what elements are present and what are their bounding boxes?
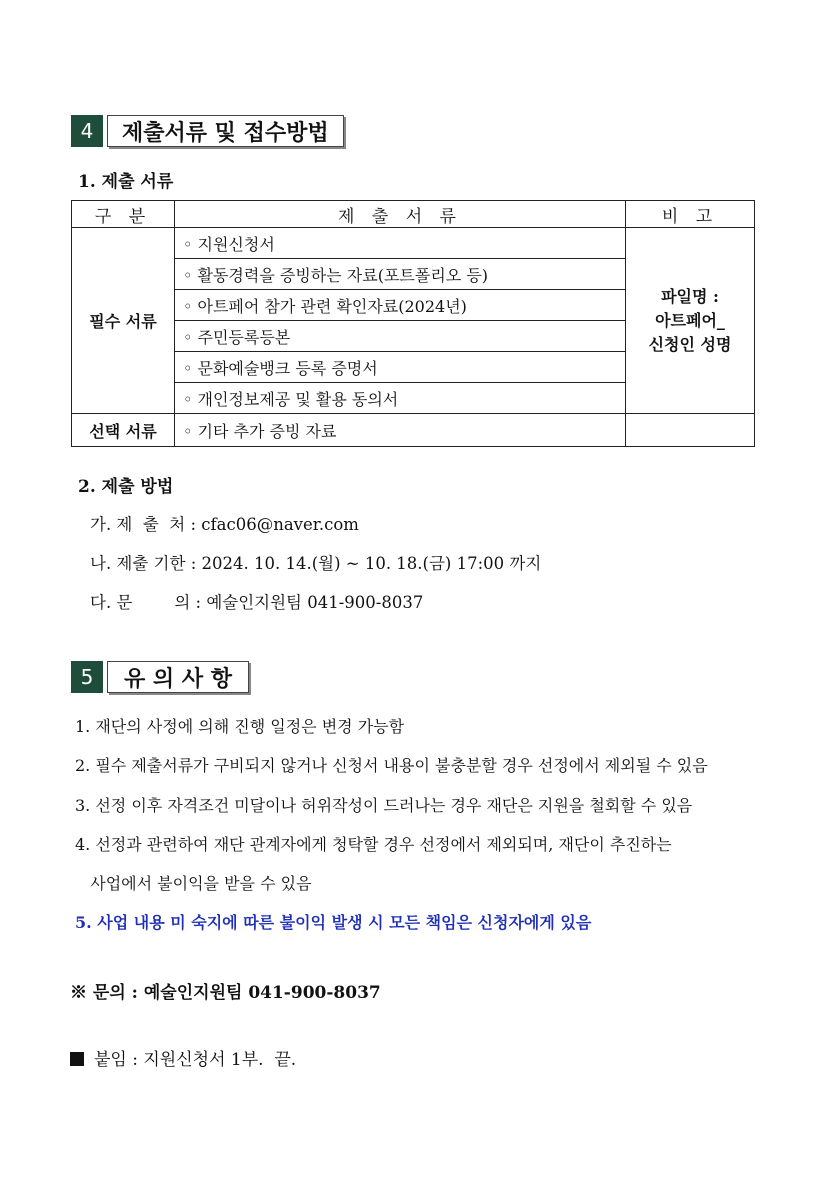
subsection-title-documents: 1. 제출 서류 <box>78 172 174 192</box>
method-label: 나. 제출 기한 <box>90 554 186 573</box>
section-title: 제출서류 및 접수방법 <box>107 115 344 147</box>
method-label: 다. 문 의 <box>90 593 191 612</box>
section-title: 유 의 사 항 <box>107 661 249 693</box>
document-item: ◦ 지원신청서 <box>175 228 626 259</box>
section-number: 4 <box>71 115 103 147</box>
notice-item-continued: 사업에서 불이익을 받을 수 있음 <box>75 874 312 893</box>
document-item: ◦ 문화예술뱅크 등록 증명서 <box>175 352 626 383</box>
method-row-contact <box>90 589 423 613</box>
note-line: 아트페어_ <box>655 310 725 330</box>
table-row <box>72 228 755 259</box>
black-square-icon <box>70 1052 84 1066</box>
document-item: ◦ 아트페어 참가 관련 확인자료(2024년) <box>175 290 626 321</box>
attachment-line <box>70 1045 296 1070</box>
note-line: 파일명 : <box>661 286 719 306</box>
notice-item: 3. 선정 이후 자격조건 미달이나 허위작성이 드러나는 경우 재단은 지원을 철회할 수 있음 <box>75 796 693 815</box>
empty-note-cell <box>626 414 755 447</box>
notice-item: 2. 필수 제출서류가 구비되지 않거나 신청서 내용이 불충분할 경우 선정에서 제외될 수 있음 <box>75 756 708 775</box>
document-item: ◦ 활동경력을 증빙하는 자료(포트폴리오 등) <box>175 259 626 290</box>
table-header-row <box>72 201 755 228</box>
notice-item: 4. 선정과 관련하여 재단 관계자에게 청탁할 경우 선정에서 제외되며, 재단이 추진하는 <box>75 835 672 854</box>
table-row <box>72 414 755 447</box>
subsection-title-method: 2. 제출 방법 <box>78 477 174 497</box>
method-row-deadline <box>90 550 541 574</box>
document-item: ◦ 개인정보제공 및 활용 동의서 <box>175 383 626 414</box>
filename-note <box>626 228 755 414</box>
inquiry-line: ※ 문의 : 예술인지원팀 041-900-8037 <box>70 983 381 1003</box>
documents-table <box>71 200 755 447</box>
required-docs-label: 필수 서류 <box>72 228 175 414</box>
note-line: 신청인 성명 <box>648 334 732 354</box>
document-item: ◦ 주민등록등본 <box>175 321 626 352</box>
section-5-header <box>71 661 249 693</box>
notice-item: 1. 재단의 사정에 의해 진행 일정은 변경 가능함 <box>75 717 405 736</box>
optional-docs-label: 선택 서류 <box>72 414 175 447</box>
section-number: 5 <box>71 661 103 693</box>
method-row-email <box>90 511 359 535</box>
column-header: 비 고 <box>626 201 755 228</box>
column-header: 구 분 <box>72 201 175 228</box>
method-value: : 예술인지원팀 041-900-8037 <box>195 593 424 612</box>
section-4-header <box>71 115 344 147</box>
method-value: : cfac06@naver.com <box>190 515 359 534</box>
method-value: : 2024. 10. 14.(월) ~ 10. 18.(금) 17:00 까지 <box>190 554 542 573</box>
method-label: 가. 제 출 처 <box>90 515 186 534</box>
notice-highlight: 5. 사업 내용 미 숙지에 따른 불이익 발생 시 모든 책임은 신청자에게 있음 <box>75 913 592 932</box>
attachment-text: 붙임 : 지원신청서 1부. 끝. <box>94 1050 297 1070</box>
column-header: 제 출 서 류 <box>175 201 626 228</box>
document-item: ◦ 기타 추가 증빙 자료 <box>175 414 626 447</box>
